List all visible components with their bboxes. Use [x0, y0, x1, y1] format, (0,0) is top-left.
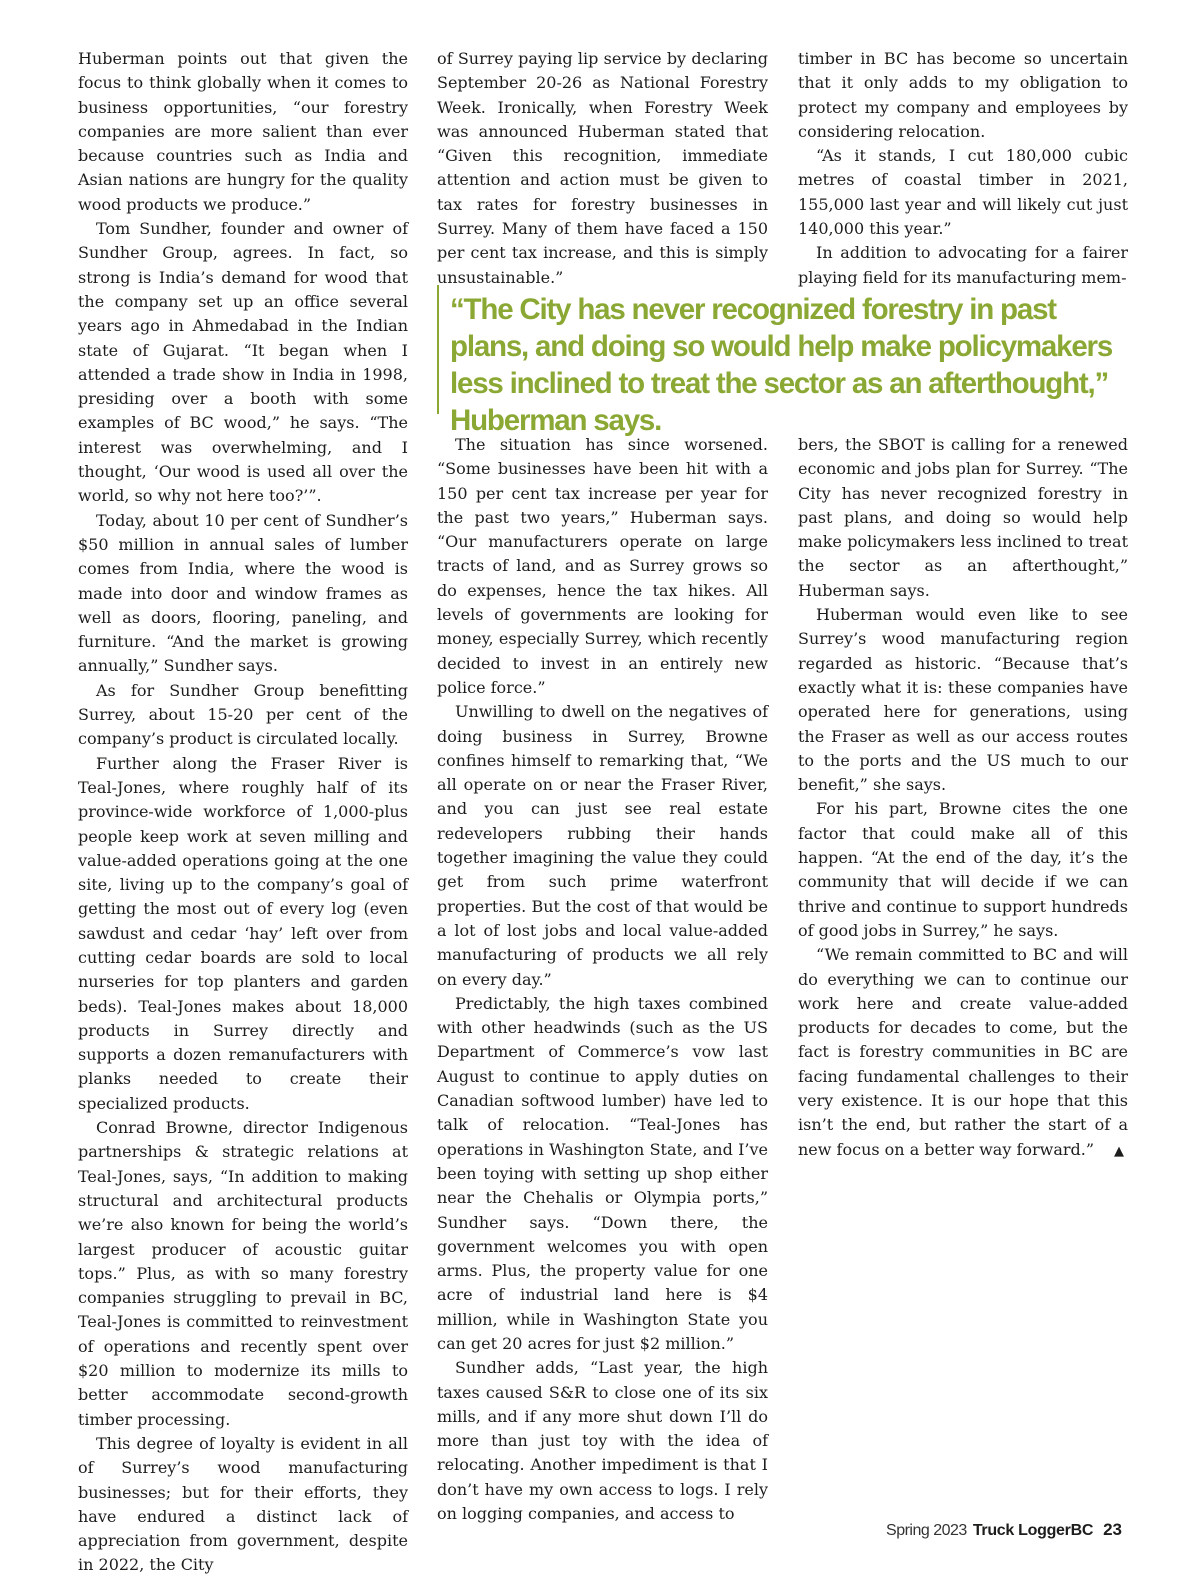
article-column-2-bottom: [437, 433, 768, 1526]
article-column-2-top: [437, 47, 768, 290]
paragraph: Tom Sundher, founder and owner of Sundher Group, agrees. In fact, so strong is India’s demand for wood that the company set up an office several years ago in Ahmedabad in the Indian state of Gujarat. “It began when I attended a trade show in India in 1998, presiding over a booth with some examples of BC wood,” he says. “The interest was overwhelming, and I thought, ‘Our wood is used all over the world, so why not here too?’”.: [78, 219, 408, 506]
paragraph: In addition to advocating for a fairer playing field for its manufacturing mem-: [798, 243, 1128, 287]
paragraph: For his part, Browne cites the one factor that could make all of this happen. “At the end of the day, it’s the community that will decide if we can thrive and continue to support hundreds of good jobs in Surrey,” he says.: [798, 799, 1128, 940]
pull-quote: “The City has never recognized forestry in past plans, and doing so would help make policymakers less inclined to treat the sector as an afterthought,” Huberman says.: [437, 285, 1129, 414]
paragraph: As for Sundher Group benefitting Surrey, about 15-20 per cent of the company’s product is circulated locally.: [78, 680, 408, 749]
article-column-3-top: [798, 47, 1128, 290]
page-number: 23: [1103, 1520, 1122, 1539]
issue-date: Spring 2023: [886, 1522, 967, 1539]
paragraph: Unwilling to dwell on the negatives of doing business in Surrey, Browne confines himself to remarking that, “We all operate on or near the Fraser River, and you can just see real estate redevelopers rubbing their hands together imagining the value they could get from such prime waterfront properties. But the cost of that would be a lot of lost jobs and local value-added manufacturing of products we all rely on every day.”: [437, 702, 768, 989]
paragraph: Huberman points out that given the focus to think globally when it comes to business opportunities, “our forestry companies are more salient than ever because countries such as India and Asian nations are hungry for the quality wood products we produce.”: [78, 49, 408, 214]
paragraph: Sundher adds, “Last year, the high taxes caused S&R to close one of its six mills, and if any more shut down I’ll do more than just toy with the idea of relocating. Another impediment is that I don’t have my own access to logs. I rely on logging companies, and access to: [437, 1358, 768, 1524]
tree-icon: ▲: [1114, 1143, 1125, 1159]
page-footer: [886, 1520, 1122, 1540]
paragraph: Conrad Browne, director Indigenous partnerships & strategic relations at Teal-Jones, says, “In addition to making structural and architectural products we’re also known for being the world’s largest producer of acoustic guitar tops.” Plus, as with so many forestry companies struggling to prevail in BC, Teal-Jones is committed to reinvestment of operations and recently spent over $20 million to modernize its mills to better accommodate second-growth timber processing.: [78, 1118, 408, 1429]
paragraph-final: [798, 943, 1128, 1164]
paragraph: Huberman would even like to see Surrey’s wood manufacturing region regarded as historic. “Because that’s exactly what it is: these companies have operated here for generations, using the Fraser as well as our access routes to the ports and the US much to our benefit,” she says.: [798, 605, 1128, 795]
article-column-3-bottom: [798, 433, 1128, 1164]
paragraph: timber in BC has become so uncertain that it only adds to my obligation to protect my company and employees by considering relocation.: [798, 49, 1128, 141]
paragraph: This degree of loyalty is evident in all of Surrey’s wood manufacturing businesses; but for their efforts, they have endured a distinct lack of appreciation from government, despite in 2022, the City: [78, 1433, 408, 1575]
magazine-name: Truck LoggerBC: [972, 1522, 1094, 1539]
paragraph: The situation has since worsened. “Some businesses have been hit with a 150 per cent tax increase per year for the past two years,” Huberman says. “Our manufacturers operate on large tracts of land, and as Surrey grows so do expenses, hence the tax hikes. All levels of governments are looking for money, especially Surrey, which recently decided to invest in an entirely new police force.”: [437, 435, 768, 697]
article-column-1: [78, 47, 408, 1578]
paragraph: Further along the Fraser River is Teal-Jones, where roughly half of its province-wide workforce of 1,000-plus people keep work at seven milling and value-added operations going at the one site, living up to the company’s goal of getting the most out of every log (even sawdust and cedar ‘hay’ left over from cutting cedar boards are sold to local nurseries for top planters and garden beds). Teal-Jones makes about 18,000 products in Surrey directly and supports a dozen remanufacturers with planks needed to create their specialized products.: [78, 753, 408, 1113]
paragraph: “As it stands, I cut 180,000 cubic metres of coastal timber in 2021, 155,000 last year and will likely cut just 140,000 this year.”: [798, 146, 1128, 239]
paragraph: Predictably, the high taxes combined with other headwinds (such as the US Department of Commerce’s vow last August to continue to apply duties on Canadian softwood lumber) have led to talk of relocation. “Teal-Jones has operations in Washington State, and I’ve been toying with setting up shop either near the Chehalis or Olympia ports,” Sundher says. “Down there, the government welcomes you with open arms. Plus, the property value for one acre of industrial land here is $4 million, while in Washington State you can get 20 acres for just $2 million.”: [437, 993, 768, 1353]
paragraph: of Surrey paying lip service by declaring September 20-26 as National Forestry Week. Ironically, when Forestry Week was announced Huberman stated that “Given this recognition, immediate attention and action must be given to tax rates for forestry businesses in Surrey. Many of them have faced a 150 per cent tax increase, and this is simply unsustainable.”: [437, 49, 768, 287]
paragraph: bers, the SBOT is calling for a renewed economic and jobs plan for Surrey. “The City has never recognized forestry in past plans, and doing so would help make policymakers less inclined to treat the sector as an afterthought,” Huberman says.: [798, 435, 1128, 600]
paragraph-text: “We remain committed to BC and will do everything we can to continue our work here and create value-added products for decades to come, but the fact is forestry communities in BC are facing fundamental challenges to their very existence. It is our hope that this isn’t the end, but rather the start of a new focus on a better way forward.”: [798, 945, 1128, 1159]
paragraph: Today, about 10 per cent of Sundher’s $50 million in annual sales of lumber comes from India, where the wood is made into door and window frames as well as doors, flooring, paneling, and furniture. “And the market is growing annually,” Sundher says.: [78, 510, 408, 676]
